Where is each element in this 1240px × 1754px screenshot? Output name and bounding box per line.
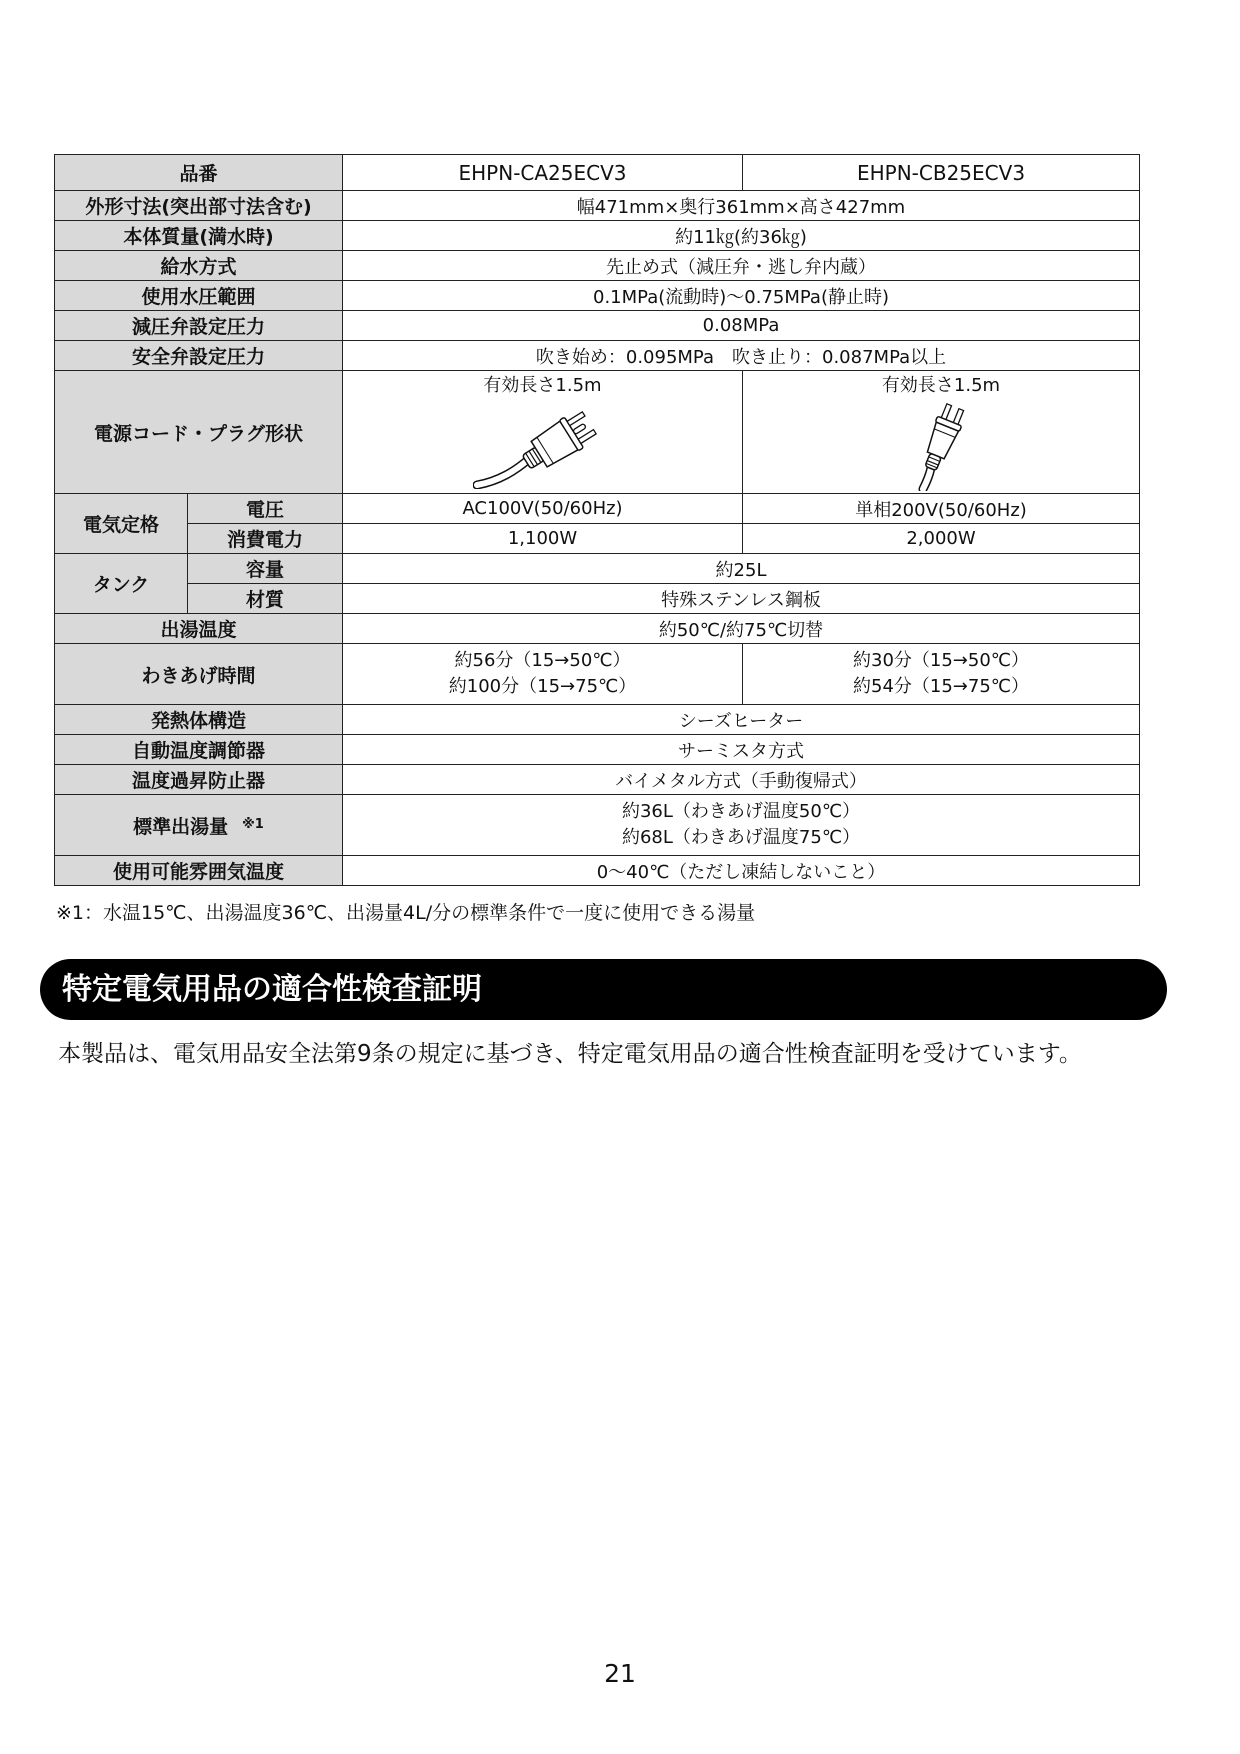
- table-row-water-supply: [55, 251, 1140, 281]
- value-capacity: 約25L: [343, 554, 1140, 584]
- table-row-dimensions: [55, 191, 1140, 221]
- value-water-supply: 先止め式（減圧弁・逃し弁内蔵）: [343, 251, 1140, 281]
- table-row-std-output: [55, 795, 1140, 856]
- label-power: 消費電力: [188, 524, 343, 554]
- label-water-supply: 給水方式: [55, 251, 343, 281]
- table-row-tank-capacity: [55, 554, 1140, 584]
- table-row-water-pressure: [55, 281, 1140, 311]
- value-power-a: 1,100W: [343, 524, 743, 554]
- label-dimensions: 外形寸法(突出部寸法含む): [55, 191, 343, 221]
- value-thermostat: サーミスタ方式: [343, 735, 1140, 765]
- table-footnote: ※1：水温15℃、出湯温度36℃、出湯量4L/分の標準条件で一度に使用できる湯量: [56, 902, 756, 924]
- label-thermostat: 自動温度調節器: [55, 735, 343, 765]
- value-voltage-a: AC100V(50/60Hz): [343, 494, 743, 524]
- table-row-safety-valve: [55, 341, 1140, 371]
- table-row-model: [55, 155, 1140, 191]
- table-row-power-cord: [55, 371, 1140, 494]
- model-a: EHPN-CA25ECV3: [343, 155, 743, 191]
- page-number: 21: [604, 1659, 636, 1688]
- std-output-75: 約68L（わきあげ温度75℃）: [621, 827, 861, 848]
- spec-table: [54, 154, 1140, 886]
- table-row-thermostat: [55, 735, 1140, 765]
- cord-length-b: 有効長さ1.5m: [881, 375, 1001, 396]
- label-model: 品番: [55, 155, 343, 191]
- label-heating-time: わきあげ時間: [55, 644, 343, 705]
- value-safety-valve: 吹き始め：0.095MPa 吹き止り：0.087MPa以上: [343, 341, 1140, 371]
- value-material: 特殊ステンレス鋼板: [343, 584, 1140, 614]
- heating-time-b-75: 約54分（15→75℃）: [853, 676, 1030, 697]
- plug-200v-icon: [910, 397, 972, 491]
- label-ambient: 使用可能雰囲気温度: [55, 856, 343, 886]
- value-std-output: [343, 795, 1140, 856]
- label-reducing-valve: 減圧弁設定圧力: [55, 311, 343, 341]
- value-reducing-valve: 0.08MPa: [343, 311, 1140, 341]
- label-rating: 電気定格: [55, 494, 188, 554]
- label-power-cord: 電源コード・プラグ形状: [55, 371, 343, 494]
- value-dimensions: 幅471mm×奥行361mm×高さ427mm: [343, 191, 1140, 221]
- section-header-bar: [40, 959, 1167, 1020]
- value-heating-time-a: [343, 644, 743, 705]
- label-heater: 発熱体構造: [55, 705, 343, 735]
- label-mass: 本体質量(満水時): [55, 221, 343, 251]
- value-heating-time-b: [743, 644, 1140, 705]
- value-mass: 約11㎏(約36㎏): [343, 221, 1140, 251]
- model-b: EHPN-CB25ECV3: [743, 155, 1140, 191]
- value-overheat: バイメタル方式（手動復帰式）: [343, 765, 1140, 795]
- cord-length-a: 有効長さ1.5m: [483, 375, 602, 396]
- label-water-pressure: 使用水圧範囲: [55, 281, 343, 311]
- table-row-reducing-valve: [55, 311, 1140, 341]
- value-voltage-b: 単相200V(50/60Hz): [743, 494, 1140, 524]
- label-overheat: 温度過昇防止器: [55, 765, 343, 795]
- table-row-outlet-temp: [55, 614, 1140, 644]
- label-std-output-cell: [55, 795, 343, 856]
- label-outlet-temp: 出湯温度: [55, 614, 343, 644]
- section-title: 特定電気用品の適合性検査証明: [62, 972, 482, 1007]
- table-row-mass: [55, 221, 1140, 251]
- heating-time-a-75: 約100分（15→75℃）: [448, 676, 637, 697]
- value-water-pressure: 0.1MPa(流動時)〜0.75MPa(静止時): [343, 281, 1140, 311]
- heating-time-a-50: 約56分（15→50℃）: [454, 650, 631, 671]
- label-tank: タンク: [55, 554, 188, 614]
- label-voltage: 電圧: [188, 494, 343, 524]
- table-row-ambient: [55, 856, 1140, 886]
- value-power-b: 2,000W: [743, 524, 1140, 554]
- value-ambient: 0〜40℃（ただし凍結しないこと）: [343, 856, 1140, 886]
- label-material: 材質: [188, 584, 343, 614]
- plug-100v-icon: [473, 397, 613, 489]
- table-row-voltage: [55, 494, 1140, 524]
- table-row-heater: [55, 705, 1140, 735]
- label-std-output: 標準出湯量: [133, 815, 229, 838]
- std-output-50: 約36L（わきあげ温度50℃）: [621, 801, 861, 822]
- value-outlet-temp: 約50℃/約75℃切替: [343, 614, 1140, 644]
- label-safety-valve: 安全弁設定圧力: [55, 341, 343, 371]
- label-capacity: 容量: [188, 554, 343, 584]
- section-body-text: 本製品は、電気用品安全法第9条の規定に基づき、特定電気用品の適合性検査証明を受けています。: [58, 1041, 1082, 1067]
- value-power-cord-a: [343, 371, 743, 494]
- value-power-cord-b: [743, 371, 1140, 494]
- heating-time-b-50: 約30分（15→50℃）: [853, 650, 1030, 671]
- table-row-heating-time: [55, 644, 1140, 705]
- note-marker: ※1: [242, 816, 264, 832]
- table-row-tank-material: [55, 584, 1140, 614]
- table-row-power: [55, 524, 1140, 554]
- value-heater: シーズヒーター: [343, 705, 1140, 735]
- table-row-overheat: [55, 765, 1140, 795]
